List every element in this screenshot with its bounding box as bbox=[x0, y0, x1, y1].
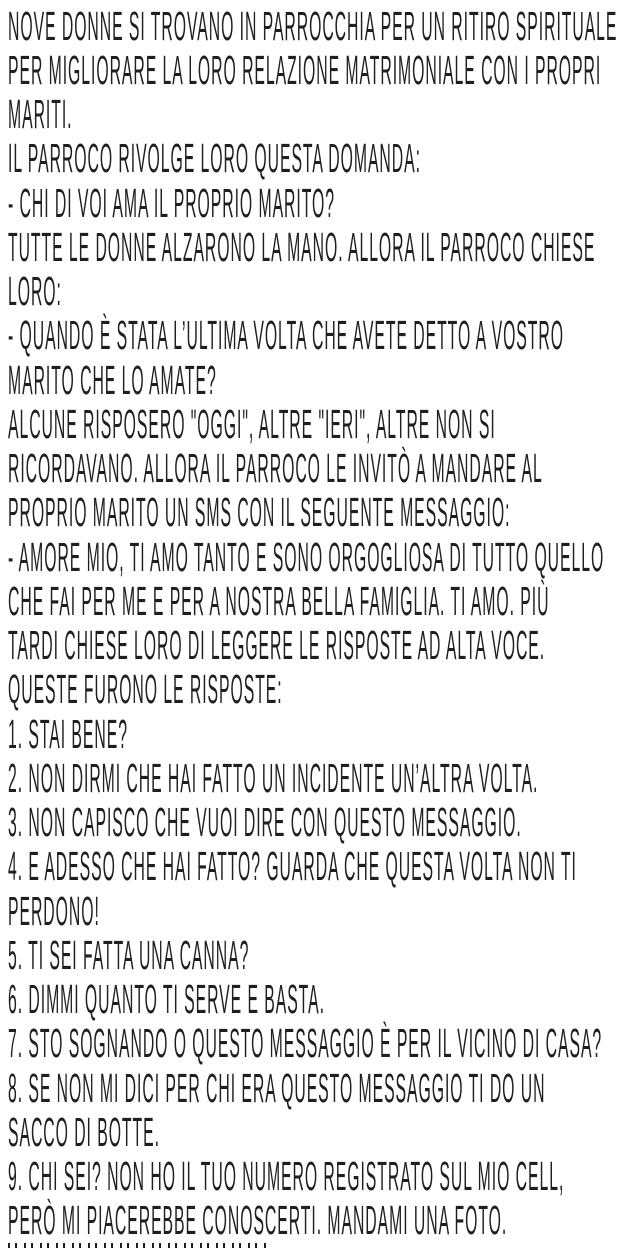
text-line-25: 8. SE NON MI DICI PER CHI ERA QUESTO MESSAGGIO TI DO UN bbox=[8, 1064, 546, 1111]
text-line-26: SACCO DI BOTTE. bbox=[8, 1108, 160, 1155]
text-line-9: MARITO CHE LO AMATE? bbox=[8, 356, 217, 403]
text-line-16: QUESTE FURONO LE RISPOSTE: bbox=[8, 666, 283, 713]
text-line-11: RICORDAVANO. ALLORA IL PARROCO LE INVITÒ A MANDARE AL bbox=[8, 445, 543, 492]
text-line-15: TARDI CHIESE LORO DI LEGGERE LE RISPOSTE AD ALTA VOCE. bbox=[8, 622, 546, 669]
text-line-21: PERDONO! bbox=[8, 887, 100, 934]
text-line-3: MARITI. bbox=[8, 91, 73, 138]
text-line-10: ALCUNE RISPOSERO "OGGI", ALTRE "IERI", ALTRE NON SI bbox=[8, 400, 496, 447]
text-line-17: 1. STAI BENE? bbox=[8, 710, 128, 757]
text-line-23: 6. DIMMI QUANTO TI SERVE E BASTA. bbox=[8, 976, 325, 1023]
text-line-18: 2. NON DIRMI CHE HAI FATTO UN INCIDENTE UN’ALTRA VOLTA. bbox=[8, 754, 539, 801]
text-line-4: IL PARROCO RIVOLGE LORO QUESTA DOMANDA: bbox=[8, 135, 421, 182]
text-line-22: 5. TI SEI FATTA UNA CANNA? bbox=[8, 931, 250, 978]
text-line-19: 3. NON CAPISCO CHE VUOI DIRE CON QUESTO MESSAGGIO. bbox=[8, 799, 522, 846]
text-line-6: TUTTE LE DONNE ALZARONO LA MANO. ALLORA IL PARROCO CHIESE bbox=[8, 223, 596, 270]
text-line-28: PERÒ MI PIACEREBBE CONOSCERTI. MANDAMI UNA FOTO. bbox=[8, 1197, 508, 1244]
text-block bbox=[0, 4, 624, 1243]
text-line-8: - QUANDO È STATA L’ULTIMA VOLTA CHE AVETE DETTO A VOSTRO bbox=[8, 312, 564, 359]
text-line-14: CHE FAI PER ME E PER A NOSTRA BELLA FAMIGLIA. TI AMO. PIÙ bbox=[8, 577, 550, 624]
text-line-5: - CHI DI VOI AMA IL PROPRIO MARITO? bbox=[8, 179, 335, 226]
text-line-20: 4. E ADESSO CHE HAI FATTO? GUARDA CHE QUESTA VOLTA NON TI bbox=[8, 843, 577, 890]
text-line-12: PROPRIO MARITO UN SMS CON IL SEGUENTE MESSAGGIO: bbox=[8, 489, 511, 536]
text-line-24: 7. STO SOGNANDO O QUESTO MESSAGGIO È PER IL VICINO DI CASA? bbox=[8, 1020, 603, 1067]
text-line-7: LORO: bbox=[8, 268, 62, 315]
text-line-2: PER MIGLIORARE LA LORO RELAZIONE MATRIMONIALE CON I PROPRI bbox=[8, 46, 602, 93]
text-line-1: NOVE DONNE SI TROVANO IN PARROCCHIA PER UN RITIRO SPIRITUALE bbox=[8, 2, 618, 49]
text-line-27: 9. CHI SEI? NON HO IL TUO NUMERO REGISTRATO SUL MIO CELL, bbox=[8, 1153, 565, 1200]
text-line-13: - AMORE MIO, TI AMO TANTO E SONO ORGOGLIOSA DI TUTTO QUELLO bbox=[8, 533, 605, 580]
